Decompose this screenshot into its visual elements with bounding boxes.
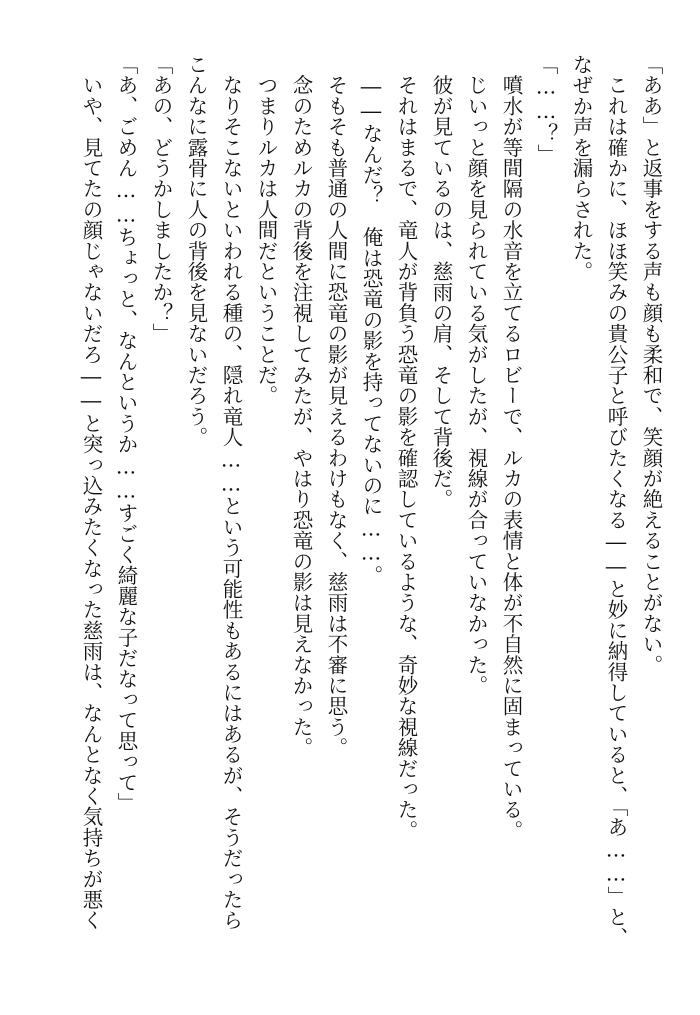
text-line: じいっと顔を見られている気がしたが、視線が合っていなかった。 [464,54,488,696]
text-line: 噴水が等間隔の水音を立てるロビーで、ルカの表情と体が不自然に固まっている。 [499,54,523,841]
text-line: それはまるで、竜人が背負う恐竜の影を確認しているような、奇妙な視線だった。 [394,54,418,841]
text-line: 彼が見ているのは、慈雨の肩、そして背後だ。 [429,54,453,510]
text-line: なぜか声を漏らされた。 [569,54,593,282]
text-line: 「ああ」と返事をする声も顔も柔和で、笑顔が絶えることがない。 [639,54,663,675]
text-line: 「あ、ごめん……ちょっと、なんというか……すごく綺麗な子だなって思って」 [114,54,138,814]
vertical-text-body [73,54,668,974]
text-line: いや、見てたの顔じゃないだろ――と突っ込みたくなった慈雨は、なんとなく気持ちが悪く [79,54,103,931]
text-line: なりそこないといわれる種の、隠れ竜人……という可能性もあるにはあるが、そうだったら [219,54,243,931]
text-line: そもそも普通の人間に恐竜の影が見えるわけもなく、慈雨は不審に思う。 [324,54,348,758]
text-line: 念のためルカの背後を注視してみたが、やはり恐竜の影は見えなかった。 [289,54,313,758]
text-line: こんなに露骨に人の背後を見ないだろう。 [184,54,208,448]
text-line: これは確かに、ほほ笑みの貴公子と呼びたくなる――と妙に納得していると、「あ……」と、 [604,54,628,948]
text-line: 「……？」 [534,54,558,165]
text-line: 「あの、どうかしましたか？」 [149,54,173,344]
text-line: ――なんだ？ 俺は恐竜の影を持ってないのに……。 [359,54,383,586]
text-line: つまりルカは人間だということだ。 [254,54,278,406]
